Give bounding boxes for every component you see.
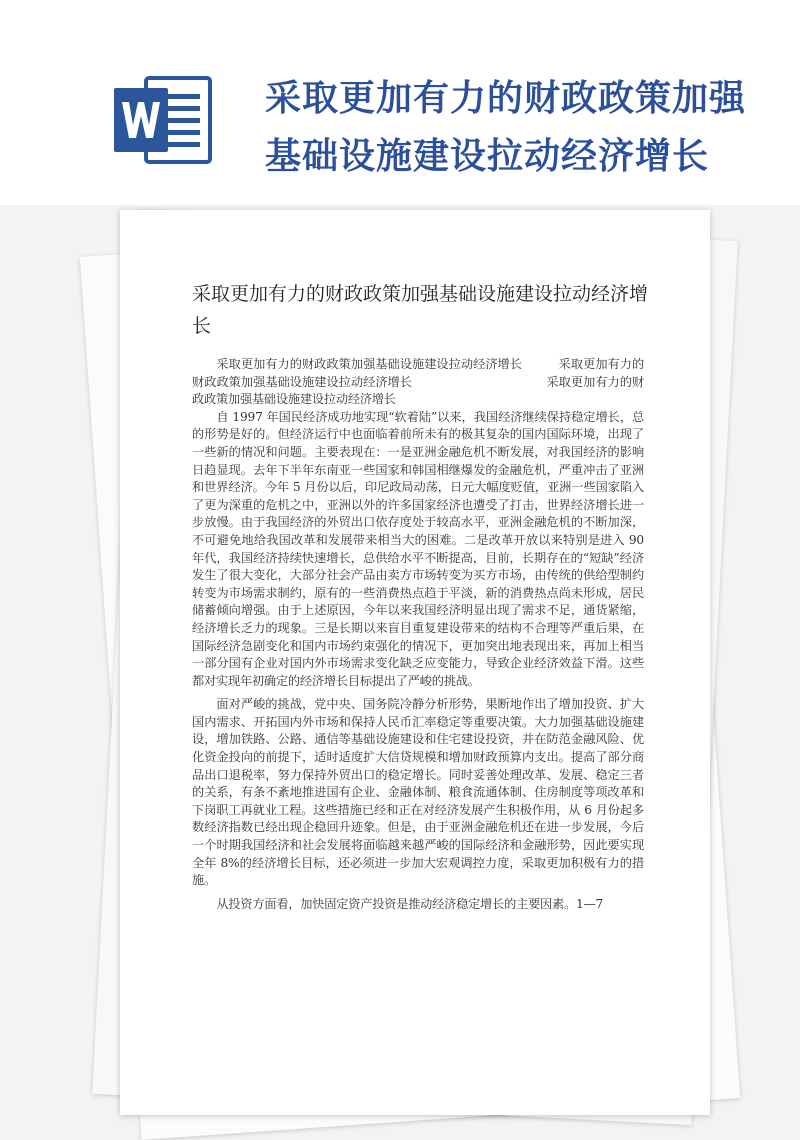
document-body bbox=[192, 356, 644, 919]
paragraph: 采取更加有力的财政政策加强基础设施建设拉动经济增长 采取更加有力的财政政策加强基础设施建设拉动经济增长 采取更加有力的财政政策加强基础设施建设拉动经济增长 bbox=[192, 357, 644, 407]
paragraph: 从投资方面看，加快固定资产投资是推动经济稳定增长的主要因素。1—7 bbox=[216, 896, 604, 911]
paragraph: 自 1997 年国民经济成功地实现“软着陆”以来，我国经济继续保持稳定增长，总的形势是好的。但经济运行中也面临着前所未有的极其复杂的国内国际环境，出现了一些新的情况和问题。主要表现在：一是亚洲金融危机不断发展，对我国经济的影响日趋显现。去年下半年东南亚一些国家和韩国相继爆发的金融危机，严重冲击了亚洲和世界经济。今年 5 月份以后，印尼政局动荡，日元大幅度贬值，亚洲一些国家陷入了更为深重的危机之中，亚洲以外的许多国家经济也遭受了打击，世界经济增长进一步放慢。由于我国经济的外贸出口依存度处于较高水平，亚洲金融危机的不断加深，不可避免地给我国改革和发展带来相当大的困难。二是改革开放以来特别是进入 90 年代，我国经济持续快速增长，总供给水平不断提高，目前，长期存在的“短缺”经济发生了很大变化，大部分社会产品由卖方市场转变为买方市场，由传统的供给型制约转变为市场需求制约，原有的一些消费热点趋于平淡，新的消费热点尚未形成，居民储蓄倾向增强。由于上述原因，今年以来我国经济明显出现了需求不足，通货紧缩，经济增长乏力的现象。三是长期以来盲目重复建设带来的结构不合理等严重后果，在国际经济急剧变化和国内市场约束强化的情况下，更加突出地表现出来，再加上相当一部分国有企业对国内外市场需求变化缺乏应变能力，导致企业经济效益下滑。这些都对实现年初确定的经济增长目标提出了严峻的挑战。 bbox=[192, 409, 644, 688]
header-title: 采取更加有力的财政政策加强基础设施建设拉动经济增长 bbox=[265, 78, 747, 177]
paragraph: 面对严峻的挑战，党中央、国务院冷静分析形势，果断地作出了增加投资、扩大国内需求、开拓国内外市场和保持人民币汇率稳定等重要决策。大力加强基础设施建设，增加铁路、公路、通信等基础设施建设和住宅建设投资，并在防范金融风险、优化资金投向的前提下，适时适度扩大信贷规模和增加财政预算内支出。提高了部分商品出口退税率，努力保持外贸出口的稳定增长。同时妥善处理改革、发展、稳定三者的关系，有条不紊地推进国有企业、金融体制、粮食流通体制、住房制度等项改革和下岗职工再就业工程。这些措施已经和正在对经济发展产生积极作用，从 6 月份起多数经济指数已经出现企稳回升迹象。但是，由于亚洲金融危机还在进一步发展，今后一个时期我国经济和社会发展将面临越来越严峻的国际经济和金融形势，因此要实现全年 8%的经济增长目标，还必须进一步加大宏观调控力度，采取更加积极有力的措施。 bbox=[192, 697, 644, 888]
document-page bbox=[120, 210, 710, 1115]
word-document-icon bbox=[108, 70, 218, 170]
document-title: 采取更加有力的财政政策加强基础设施建设拉动经济增长 bbox=[192, 283, 649, 337]
header-banner bbox=[0, 0, 800, 205]
